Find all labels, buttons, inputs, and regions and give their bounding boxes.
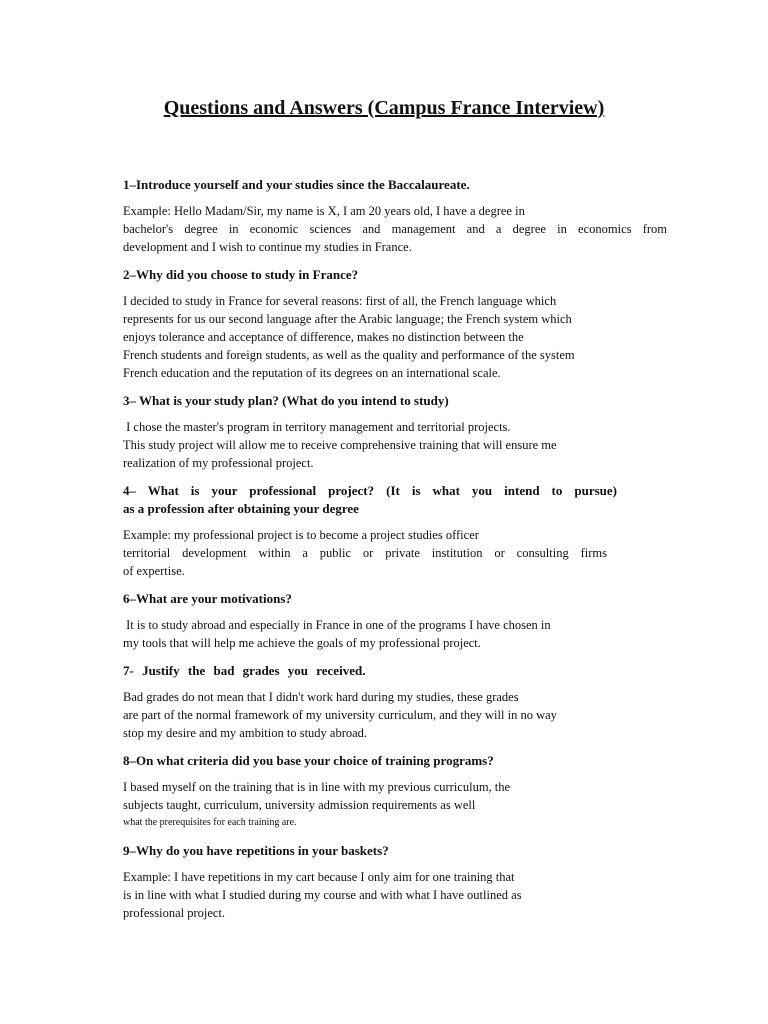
answer-1	[123, 202, 667, 256]
answer-line: It is to study abroad and especially in France in one of the programs I have chosen in	[123, 618, 551, 632]
qa-section-8	[123, 752, 667, 832]
answer-line: what the prerequisites for each training are.	[123, 817, 297, 828]
answer-line: French students and foreign students, as well as the quality and performance of the system	[123, 348, 575, 362]
answer-line: is in line with what I studied during my course and with what I have outlined as	[123, 888, 522, 902]
answer-line: territorial development within a public or private institution or consulting firms	[123, 546, 607, 560]
qa-section-7	[123, 662, 667, 742]
answer-line: French education and the reputation of its degrees on an international scale.	[123, 366, 501, 380]
question-2: 2–Why did you choose to study in France?	[123, 267, 359, 282]
answer-line: I chose the master's program in territory management and territorial projects.	[123, 420, 511, 434]
question-7: 7- Justify the bad grades you received.	[123, 663, 366, 678]
answer-3	[123, 418, 667, 472]
qa-section-1	[123, 176, 667, 256]
answer-7	[123, 688, 667, 742]
question-3: 3– What is your study plan? (What do you intend to study)	[123, 393, 449, 408]
answer-line: of expertise.	[123, 564, 185, 578]
question-1: 1–Introduce yourself and your studies since the Baccalaureate.	[123, 177, 470, 192]
qa-section-6	[123, 590, 667, 652]
answer-8	[123, 778, 667, 832]
answer-line: my tools that will help me achieve the goals of my professional project.	[123, 636, 481, 650]
answer-line: development and I wish to continue my studies in France.	[123, 240, 412, 254]
answer-line: Bad grades do not mean that I didn't work hard during my studies, these grades	[123, 690, 519, 704]
answer-4	[123, 526, 667, 580]
answer-line: I decided to study in France for several reasons: first of all, the French language which	[123, 294, 557, 308]
answer-line: I based myself on the training that is in line with my previous curriculum, the	[123, 780, 511, 794]
answer-9	[123, 868, 667, 922]
qa-section-9	[123, 842, 667, 922]
question-6: 6–What are your motivations?	[123, 591, 292, 606]
answer-2	[123, 292, 667, 382]
question-8: 8–On what criteria did you base your choice of training programs?	[123, 753, 494, 768]
question-line: as a profession after obtaining your degree	[123, 501, 359, 516]
answer-line: represents for us our second language after the Arabic language; the French system which	[123, 312, 572, 326]
page-title: Questions and Answers (Campus France Interview)	[163, 97, 605, 119]
answer-line: bachelor's degree in economic sciences and management and a degree in economics from	[123, 222, 667, 236]
answer-line: Example: I have repetitions in my cart because I only aim for one training that	[123, 870, 515, 884]
answer-line: stop my desire and my ambition to study abroad.	[123, 726, 368, 740]
answer-line: Example: my professional project is to become a project studies officer	[123, 528, 479, 542]
qa-section-2	[123, 266, 667, 382]
qa-content	[123, 176, 667, 932]
answer-line: are part of the normal framework of my university curriculum, and they will in no way	[123, 708, 557, 722]
answer-line: professional project.	[123, 906, 226, 920]
qa-section-3	[123, 392, 667, 472]
question-4	[123, 482, 667, 518]
question-9: 9–Why do you have repetitions in your baskets?	[123, 843, 389, 858]
answer-line: enjoys tolerance and acceptance of difference, makes no distinction between the	[123, 330, 524, 344]
answer-line: realization of my professional project.	[123, 456, 314, 470]
qa-section-4	[123, 482, 667, 580]
question-line: 4– What is your professional project? (It is what you intend to pursue)	[123, 483, 617, 498]
answer-line: Example: Hello Madam/Sir, my name is X, I am 20 years old, I have a degree in	[123, 204, 525, 218]
answer-line: This study project will allow me to receive comprehensive training that will ensure me	[123, 438, 557, 452]
answer-line: subjects taught, curriculum, university admission requirements as well	[123, 798, 476, 812]
answer-6	[123, 616, 667, 652]
